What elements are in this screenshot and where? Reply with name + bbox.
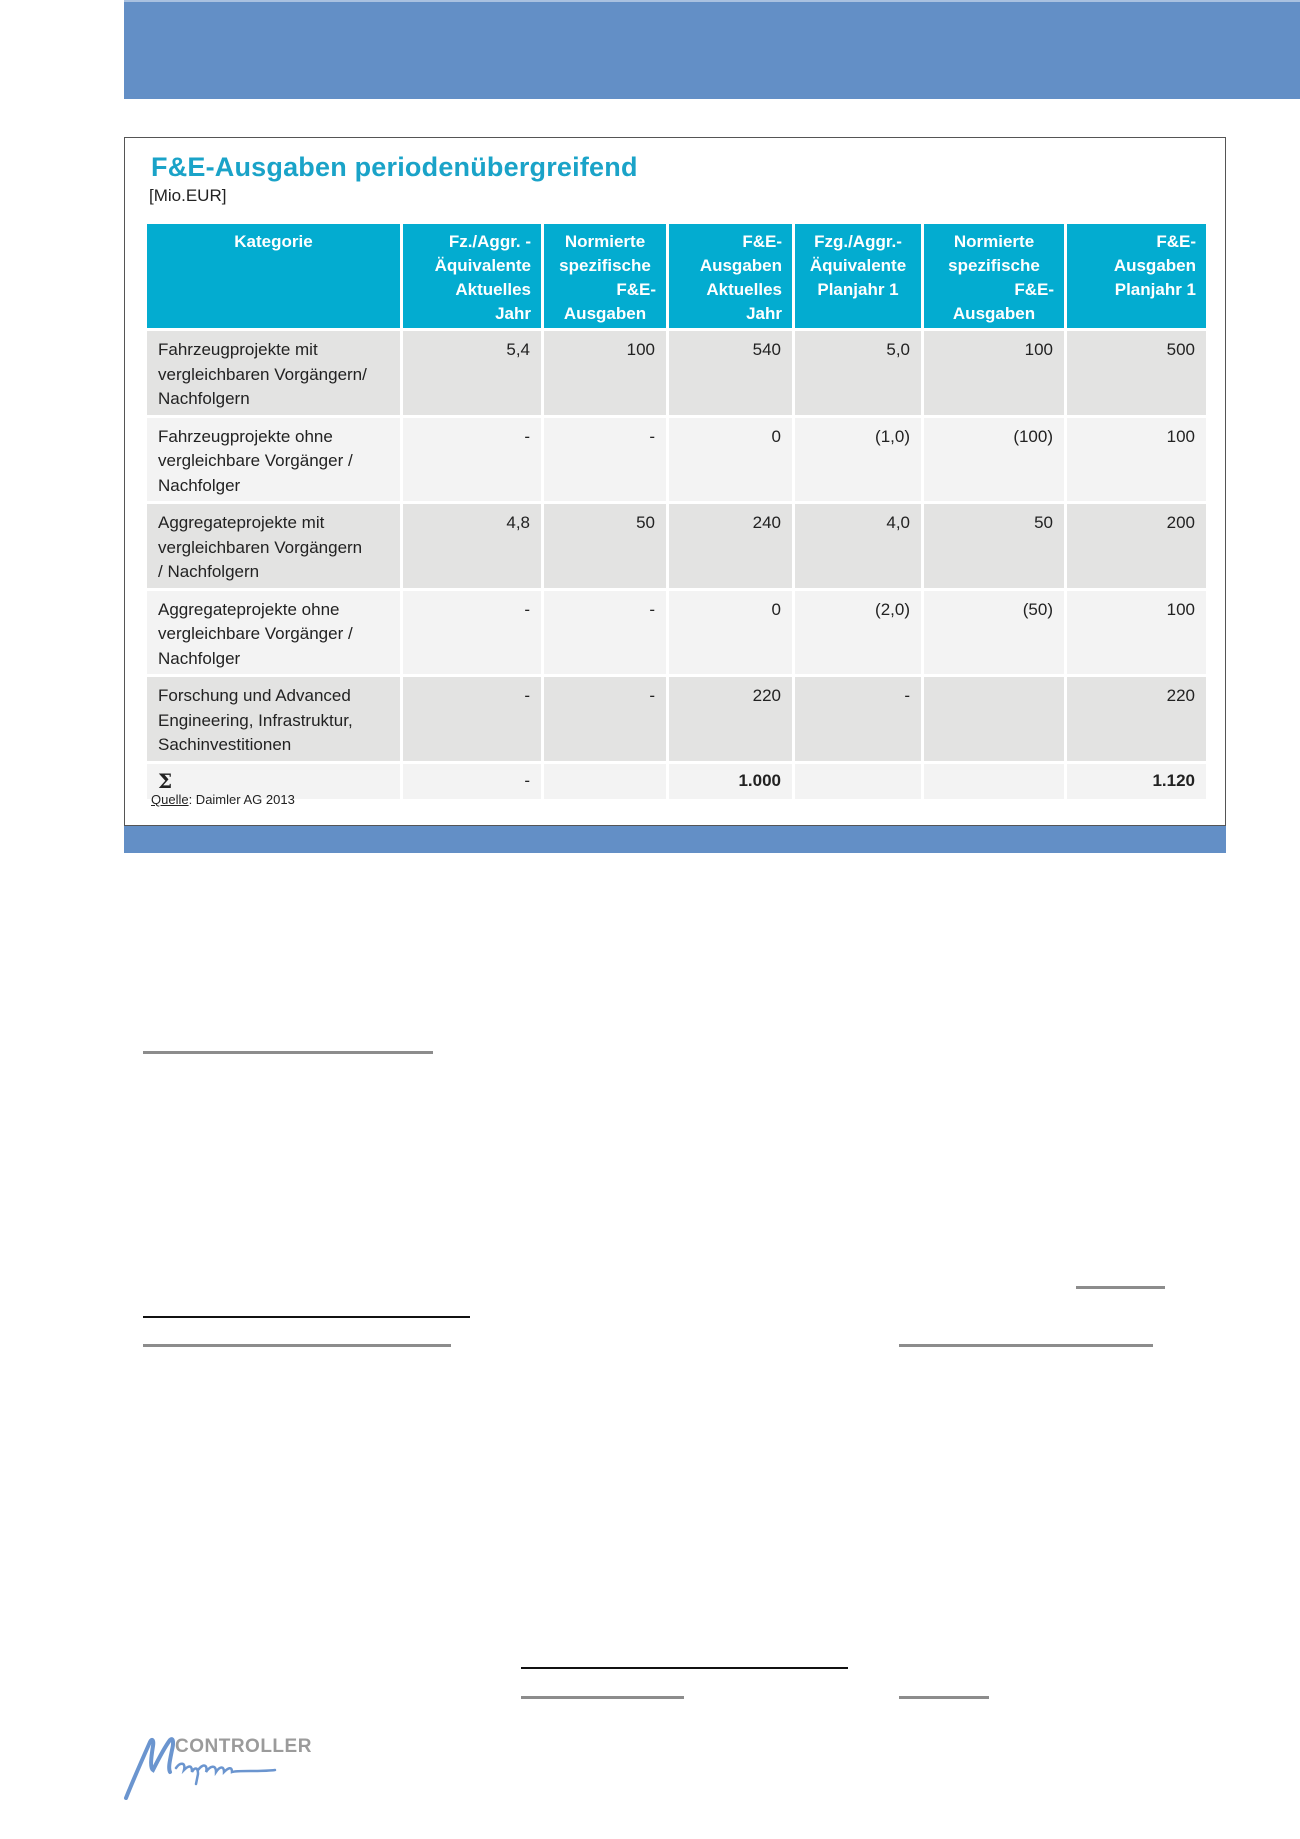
column-header-line: Aktuelles (455, 280, 531, 299)
value-cell: 4,0 (795, 504, 921, 588)
value-cell: - (403, 677, 541, 761)
value-cell: 0 (669, 591, 792, 675)
category-line: vergleichbaren Vorgängern (158, 537, 363, 557)
table-header-row (147, 224, 1206, 328)
category-cell (147, 331, 400, 415)
sum-value-cell (924, 764, 1064, 799)
value-cell: 4,8 (403, 504, 541, 588)
column-header-line: Aktuelles (706, 280, 782, 299)
value-cell: 5,4 (403, 331, 541, 415)
category-line: vergleichbare Vorgänger / (158, 451, 353, 470)
column-header (1067, 224, 1206, 328)
category-line: Aggregateprojekte mit (158, 513, 325, 532)
column-header-line: Äquivalente (434, 256, 531, 275)
value-cell: 220 (1067, 677, 1206, 761)
table-row (147, 418, 1206, 502)
header-band (124, 0, 1300, 99)
divider-line (521, 1667, 848, 1669)
data-table (144, 221, 1209, 802)
value-cell (924, 677, 1064, 761)
column-header-line: F&E- (1156, 232, 1196, 251)
column-header-line: F&E- (742, 232, 782, 251)
value-cell: 50 (544, 504, 666, 588)
value-cell: - (544, 677, 666, 761)
value-cell: 240 (669, 504, 792, 588)
value-cell: 100 (924, 331, 1064, 415)
divider-line (899, 1344, 1153, 1347)
value-cell: (50) (924, 591, 1064, 675)
category-cell (147, 591, 400, 675)
sum-row (147, 764, 1206, 799)
category-line: vergleichbaren Vorgängern/ (158, 364, 367, 384)
category-cell (147, 677, 400, 761)
logo-text: CONTROLLER (175, 1736, 312, 1757)
value-cell: (1,0) (795, 418, 921, 502)
divider-line (143, 1316, 470, 1318)
column-header-line: Kategorie (234, 232, 313, 251)
column-header-line: Ausgaben (699, 256, 782, 275)
value-cell: - (403, 591, 541, 675)
column-header (669, 224, 792, 328)
source-text: : Daimler AG 2013 (188, 792, 295, 807)
figure-title: F&E-Ausgaben periodenübergreifend (151, 152, 638, 182)
column-header-line: Ausgaben (563, 304, 647, 323)
controller-magazin-logo (120, 1730, 312, 1800)
table-row (147, 591, 1206, 675)
column-header-line: Normierte (953, 232, 1035, 251)
figure-box (124, 137, 1226, 826)
column-header-line: Jahr (495, 304, 531, 323)
column-header-line: F&E- (616, 280, 656, 299)
category-cell (147, 418, 400, 502)
column-header-line: Planjahr 1 (817, 280, 899, 299)
column-header (147, 224, 400, 328)
table-row (147, 504, 1206, 588)
category-line: Nachfolgern (158, 389, 250, 408)
value-cell: 200 (1067, 504, 1206, 588)
value-cell: 100 (1067, 418, 1206, 502)
divider-line (899, 1696, 989, 1699)
source-note (151, 792, 295, 807)
category-line: vergleichbare Vorgänger / (158, 624, 353, 643)
value-cell: - (544, 418, 666, 502)
sum-value-cell: - (403, 764, 541, 799)
source-label: Quelle (151, 792, 189, 807)
column-header-line: F&E- (1014, 280, 1054, 299)
column-header-line: spezifische (948, 256, 1040, 275)
column-header-line: Jahr (746, 304, 782, 323)
table-row (147, 331, 1206, 415)
value-cell: 220 (669, 677, 792, 761)
category-line: Aggregateprojekte ohne (158, 599, 340, 619)
value-cell: - (403, 418, 541, 502)
value-cell: 5,0 (795, 331, 921, 415)
value-cell: 100 (1067, 591, 1206, 675)
sum-value-cell (544, 764, 666, 799)
column-header-line: Normierte (564, 232, 646, 251)
category-line: Nachfolger (158, 475, 241, 495)
column-header-line: Ausgaben (1113, 256, 1196, 275)
value-cell: (2,0) (795, 591, 921, 675)
column-header-line: Planjahr 1 (1114, 280, 1196, 299)
category-line: Forschung und Advanced (158, 686, 351, 705)
category-cell (147, 504, 400, 588)
value-cell: (100) (924, 418, 1064, 502)
table-row (147, 677, 1206, 761)
column-header (924, 224, 1064, 328)
value-cell: 500 (1067, 331, 1206, 415)
column-header (544, 224, 666, 328)
value-cell: 540 (669, 331, 792, 415)
figure-unit: [Mio.EUR] (149, 186, 227, 205)
sum-value-cell: 1.120 (1067, 764, 1206, 799)
value-cell: 100 (544, 331, 666, 415)
column-header-line: spezifische (559, 256, 651, 275)
column-header-line: Fz./Aggr. - (448, 232, 531, 251)
sum-value-cell (795, 764, 921, 799)
column-header (403, 224, 541, 328)
divider-line (143, 1344, 451, 1347)
column-header-line: Ausgaben (952, 304, 1036, 323)
divider-line (1076, 1286, 1165, 1289)
value-cell: - (795, 677, 921, 761)
category-line: Engineering, Infrastruktur, (158, 710, 353, 730)
sum-symbol: Σ (147, 764, 400, 799)
column-header-line: Fzg./Aggr.- (814, 232, 902, 251)
sum-value-cell: 1.000 (669, 764, 792, 799)
category-line: Fahrzeugprojekte mit (158, 340, 318, 359)
value-cell: 50 (924, 504, 1064, 588)
category-line: Sachinvestitionen (158, 735, 292, 754)
divider-line (521, 1696, 684, 1699)
category-line: Fahrzeugprojekte ohne (158, 426, 333, 446)
category-line: / Nachfolgern (158, 562, 260, 581)
value-cell: - (544, 591, 666, 675)
column-header-line: Äquivalente (809, 256, 907, 275)
category-line: Nachfolger (158, 648, 241, 668)
divider-line (143, 1051, 433, 1054)
value-cell: 0 (669, 418, 792, 502)
footer-band (124, 826, 1226, 853)
column-header (795, 224, 921, 328)
